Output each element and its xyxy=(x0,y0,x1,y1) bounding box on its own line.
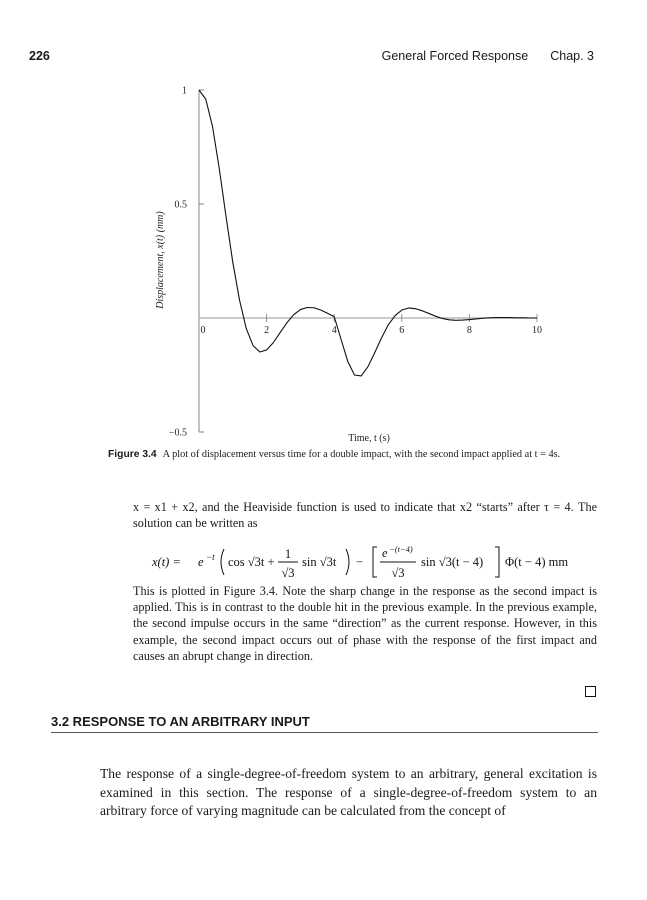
y-axis-label: Displacement, x(t) (mm) xyxy=(155,211,166,309)
paragraph-discussion: This is plotted in Figure 3.4. Note the sharp change in the response as the second impact is applied. This is in contrast to the double hit in the previous example. In the previous example, the second impulse occurs in the same “direction” as the current response. However, in this example, the second impact occurs out of phase with the response of the first impact and causes an abrupt change in direction. xyxy=(133,584,597,663)
solution-equation xyxy=(150,541,600,581)
x-tick-label: 10 xyxy=(532,325,542,336)
page-number: 226 xyxy=(29,49,50,63)
x-tick-label: 2 xyxy=(264,325,270,336)
y-tick-label: 0.5 xyxy=(174,199,187,211)
eq-close-bracket xyxy=(495,547,499,577)
x-tick-label: 6 xyxy=(399,325,405,336)
figure-label: Figure 3.4 xyxy=(108,449,157,460)
chapter-label: Chap. 3 xyxy=(550,49,594,63)
chart-axes xyxy=(199,90,537,432)
paragraph-intro: x = x1 + x2, and the Heaviside function is used to indicate that x2 “starts” after τ = 4. The solution can be written as xyxy=(133,500,597,531)
eq-heaviside-term: Φ(t − 4) mm xyxy=(505,555,569,569)
eq-open-bracket xyxy=(373,547,377,577)
eq-frac2-exp-power: −(t−4) xyxy=(389,544,413,554)
y-tick-label: 1 xyxy=(182,85,187,97)
x-tick-label: 0 xyxy=(200,325,206,336)
eq-lhs: x(t) = xyxy=(152,555,181,569)
section-heading: 3.2 RESPONSE TO AN ARBITRARY INPUT xyxy=(51,714,310,729)
running-head-title: General Forced Response xyxy=(381,49,529,63)
eq-exp-base: e xyxy=(198,555,204,569)
paragraph-section-intro: The response of a single-degree-of-freedom system to an arbitrary, general excitation is examined in this section. The response of a single-degree-of-freedom system to an arbitrary force of varying magnitude can be calculated from the concept of xyxy=(100,766,597,818)
eq-frac2-exp-base: e xyxy=(382,546,388,560)
x-axis-label: Time, t (s) xyxy=(348,433,390,444)
eq-frac1-numerator: 1 xyxy=(284,547,292,561)
eq-sin-term: sin √3t xyxy=(302,555,337,569)
displacement-curve xyxy=(199,90,537,376)
x-tick-label: 4 xyxy=(331,325,337,336)
eq-sin2-term: sin √3(t − 4) xyxy=(421,555,484,569)
eq-close-paren xyxy=(346,549,349,575)
x-tick-label: 8 xyxy=(466,325,472,336)
eq-frac1-denominator: √3 xyxy=(281,566,295,580)
chart-ticks xyxy=(169,86,542,439)
figure-caption xyxy=(108,448,598,462)
figure-caption-text: A plot of displacement versus time for a double impact, with the second impact applied at t = 4s. xyxy=(162,449,561,460)
eq-cos-term: cos √3t + xyxy=(228,555,275,569)
chart-series xyxy=(199,90,537,376)
eq-exp-power: −t xyxy=(206,552,215,562)
y-tick-label: −0.5 xyxy=(168,427,187,439)
eq-minus: − xyxy=(356,555,364,569)
section-rule xyxy=(51,732,598,733)
end-of-example-square xyxy=(585,686,596,697)
eq-open-paren xyxy=(221,549,224,575)
eq-frac2-denominator: √3 xyxy=(391,566,405,580)
